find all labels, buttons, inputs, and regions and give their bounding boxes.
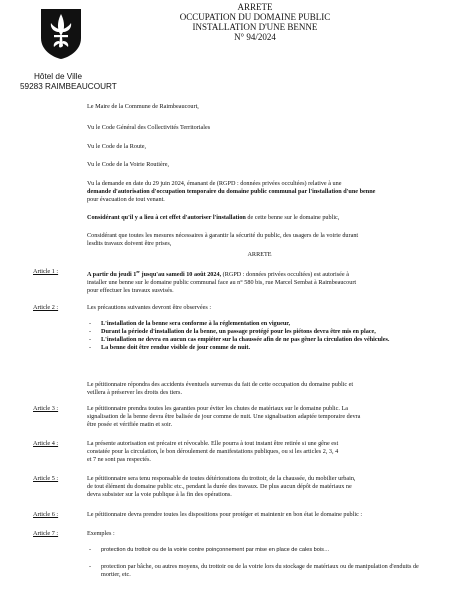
article-5-line: Le pétitionnaire sera tenu responsable de toutes détériorations du trottoir, de la chaussée, du mobilier urbain, [87,475,356,482]
article-5-text [87,475,432,499]
considering-line: Considérant que toutes les mesures nécessaires à garantir la sécurité du public, des usagers de la voirie durant [87,232,359,239]
considering-rest: de cette benne sur le domaine public, [245,214,340,221]
article-7-label: Article 7 : [33,530,59,537]
preamble-considering-1 [87,214,432,222]
preamble-code-cgct: Vu le Code Général des Collectivités Territoriales [87,124,211,131]
address-line: 59283 RAIMBEAUCOURT [20,82,117,91]
commune-shield-logo [40,8,82,60]
preamble-code-voirie: Vu le Code de la Voirie Routière, [87,161,170,168]
article-4-line: et 7 ne sont pas respectés. [87,456,151,463]
article-5-label: Article 5 : [33,475,59,482]
article-5-line: devra subsister sur la voie publique à la fin des opérations. [87,491,232,498]
article-1-line: installer une benne sur le domaine public communal face au n° 580 bis, rue Marcel Sembat à Raimbeaucourt [87,279,357,287]
article-2-label: Article 2 : [33,304,59,311]
article-7-intro: Exemples : [87,530,115,537]
preamble-considering-2 [87,232,432,248]
title-line: OCCUPATION DU DOMAINE PUBLIC [179,12,331,22]
article-4-line: constatée pour la circulation, le bon déroulement de manifestations publiques, ou si les articles 2, 3, 4 [87,448,339,455]
article-1-label: Article 1 : [33,268,59,275]
article-2-after-line: veillera à préserver les droits des tiers. [87,389,183,396]
example-item: - protection par bâche, ou autres moyens, du trottoir ou de la voirie lors du stockage de matériaux ou de manipulation d'enduits de mortier, etc. [87,563,432,579]
article-1-line: A partir du jeudi 1er jusqu'au samedi 10 août 2024, (RGPD : données privées occultées) est autorisée à [87,269,349,279]
title-line: INSTALLATION D'UNE BENNE [192,22,318,32]
article-1-line: pour effectuer les travaux susvisés. [87,287,174,295]
article-3-line: Le pétitionnaire prendra toutes les garanties pour éviter les chutes de matériaux sur le domaine public. La [87,405,348,412]
article-3-line: signalisation de la benne devra être balisée de jour comme de nuit. Une signalisation adaptée temporaire devra [87,413,361,420]
article-6-text: Le pétitionnaire devra prendre toutes les dispositions pour protéger et maintenir en bon état le domaine public : [87,511,363,518]
precaution-item: - La benne doit être rendue visible de jour comme de nuit. [87,344,432,352]
precaution-item: - L'installation ne devra en aucun cas empiéter sur la chaussée afin de ne pas gêner la circulation des véhicules. [87,336,432,344]
article-6-label: Article 6 : [33,511,59,518]
considering-bold: Considérant qu'il y a lieu à cet effet d'autoriser l'installation [87,214,246,221]
preamble-code-route: Vu le Code de la Route, [87,143,147,150]
considering-line: lesdits travaux doivent être prises, [87,240,172,247]
article-4-text [87,440,432,464]
town-hall-address [20,72,117,92]
article-1-text [87,268,432,295]
article-3-label: Article 3 : [33,405,59,412]
article-3-text [87,405,432,429]
article-2-list [87,320,432,352]
precaution-item: - Durant la période d'installation de la benne, un passage protégé pour les piétons devra être mis en place, [87,328,432,336]
address-line: Hôtel de Ville [34,72,83,81]
document-title [150,2,360,42]
preamble-mayor: Le Maire de la Commune de Raimbeaucourt, [87,103,199,110]
article-4-line: La présente autorisation est précaire et révocable. Elle pourra à tout instant être retirée si une gêne est [87,440,339,447]
precaution-item: - L'installation de la benne sera conforme à la réglementation en vigueur, [87,320,432,328]
article-5-line: de tout élément du domaine public etc., pendant la durée des travaux. De plus aucun dépôt de matériaux ne [87,483,352,490]
article-2-after [87,381,432,397]
article-3-line: être posée et vérifiée matin et soir. [87,421,173,428]
article-2-after-line: Le pétitionnaire répondra des accidents éventuels survenus du fait de cette occupation du domaine public et [87,381,354,388]
title-line: N° 94/2024 [234,32,276,42]
title-line: ARRETE [237,2,273,12]
example-item: - protection du trottoir ou de la voirie contre poinçonnement par mise en place de cales bois… [87,546,432,554]
article-2-intro: Les précautions suivantes devront être observées : [87,304,212,311]
request-line-bold: demande d'autorisation d'occupation temporaire du domaine public communal par l'installation d'une benne [87,188,376,195]
request-line: pour évacuation de tout venant. [87,196,165,203]
preamble-request [87,180,432,204]
article-4-label: Article 4 : [33,440,59,447]
arrete-heading: ARRETE [247,251,272,258]
article-7-list [87,546,432,579]
request-line: Vu la demande en date du 29 juin 2024, émanant de (RGPD : données privées occultées) relative à une [87,180,342,187]
